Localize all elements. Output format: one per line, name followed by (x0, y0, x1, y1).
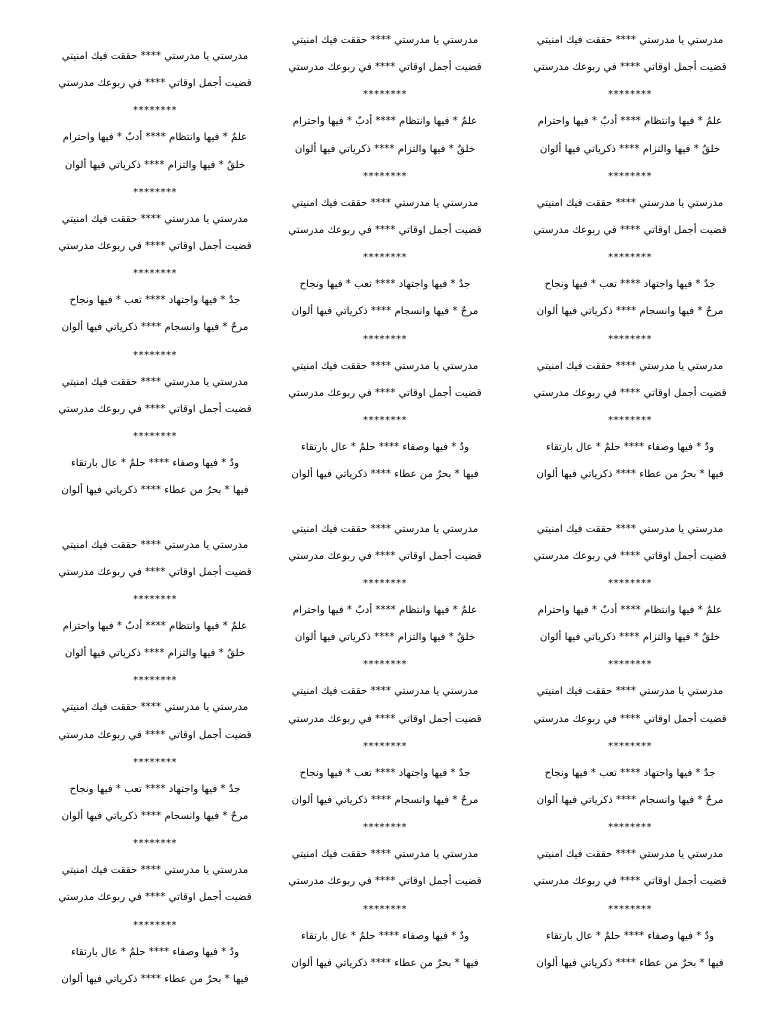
poem-line: مدرستي يا مدرستي **** حققت فيك امنيتي (291, 197, 479, 209)
poem-line: مرحٌ * فيها وانسجام **** ذكرياتي فيها ألوان (61, 810, 249, 822)
stanza-separator: ******** (133, 919, 177, 931)
poem-line: مدرستي يا مدرستي **** حققت فيك امنيتي (536, 849, 724, 861)
poem-line: جدٌ * فيها واجتهاد **** تعب * فيها ونجاح (69, 783, 241, 795)
stanza-separator: ******** (363, 414, 407, 426)
poem-line: علمٌ * فيها وانتظام **** أدبٌ * فيها واحترام (537, 116, 723, 128)
stanza-separator: ******** (363, 740, 407, 752)
poem-line: قضيت أجمل اوقاتي **** في ربوعك مدرستي (533, 62, 727, 74)
poem-line: جدٌ * فيها واجتهاد **** تعب * فيها ونجاح (69, 295, 241, 307)
poem-line: قضيت أجمل اوقاتي **** في ربوعك مدرستي (288, 387, 482, 399)
poem-line: قضيت أجمل اوقاتي **** في ربوعك مدرستي (533, 713, 727, 725)
stanza-separator: ******** (133, 105, 177, 117)
poem-line: ودٌ * فيها وصفاء **** حلمٌ * عال بارتقاء (300, 930, 470, 942)
poem-line: جدٌ * فيها واجتهاد **** تعب * فيها ونجاح (299, 767, 471, 779)
stanza-separator: ******** (608, 170, 652, 182)
poem-column-middle (260, 27, 510, 977)
stanza-separator: ******** (363, 89, 407, 101)
poem-line: ودٌ * فيها وصفاء **** حلمٌ * عال بارتقاء (300, 442, 470, 454)
poem-line: فيها * بحرٌ من عطاء **** ذكرياتي فيها ألوان (291, 957, 479, 969)
stanza-separator: ******** (363, 252, 407, 264)
poem-line: خلقٌ * فيها والتزام **** ذكرياتي فيها ألوان (294, 143, 476, 155)
stanza-separator: ******** (133, 186, 177, 198)
poem-line: خلقٌ * فيها والتزام **** ذكرياتي فيها ألوان (64, 159, 246, 171)
stanza-separator: ******** (133, 756, 177, 768)
poem-line: مدرستي يا مدرستي **** حققت فيك امنيتي (536, 523, 724, 535)
stanza-separator: ******** (133, 268, 177, 280)
poem-line: فيها * بحرٌ من عطاء **** ذكرياتي فيها ألوان (536, 957, 724, 969)
poem-line: خلقٌ * فيها والتزام **** ذكرياتي فيها ألوان (539, 632, 721, 644)
stanza-separator: ******** (363, 577, 407, 589)
poem-line: قضيت أجمل اوقاتي **** في ربوعك مدرستي (533, 876, 727, 888)
poem-line: مرحٌ * فيها وانسجام **** ذكرياتي فيها ألوان (536, 794, 724, 806)
stanza-separator: ******** (133, 430, 177, 442)
poem-line: مدرستي يا مدرستي **** حققت فيك امنيتي (291, 360, 479, 372)
poem-line: قضيت أجمل اوقاتي **** في ربوعك مدرستي (288, 62, 482, 74)
poem-line: قضيت أجمل اوقاتي **** في ربوعك مدرستي (58, 78, 252, 90)
poem-line: قضيت أجمل اوقاتي **** في ربوعك مدرستي (288, 224, 482, 236)
poem-line: مدرستي يا مدرستي **** حققت فيك امنيتي (536, 35, 724, 46)
poem-line: قضيت أجمل اوقاتي **** في ربوعك مدرستي (58, 403, 252, 415)
stanza-separator: ******** (363, 659, 407, 671)
poem-line: علمٌ * فيها وانتظام **** أدبٌ * فيها واحترام (62, 620, 248, 632)
poem-line: فيها * بحرٌ من عطاء **** ذكرياتي فيها ألوان (291, 469, 479, 481)
poem-line: ودٌ * فيها وصفاء **** حلمٌ * عال بارتقاء (70, 458, 240, 470)
stanza-separator: ******** (608, 333, 652, 345)
poem-line: علمٌ * فيها وانتظام **** أدبٌ * فيها واحترام (62, 132, 248, 144)
stanza-separator: ******** (363, 333, 407, 345)
stanza-separator: ******** (608, 89, 652, 101)
poem-line: جدٌ * فيها واجتهاد **** تعب * فيها ونجاح (544, 279, 716, 291)
poem-line: جدٌ * فيها واجتهاد **** تعب * فيها ونجاح (299, 279, 471, 291)
poem-line: ودٌ * فيها وصفاء **** حلمٌ * عال بارتقاء (545, 442, 715, 454)
poem-line: قضيت أجمل اوقاتي **** في ربوعك مدرستي (58, 892, 252, 904)
poem-line: مدرستي يا مدرستي **** حققت فيك امنيتي (291, 686, 479, 698)
poem-line: خلقٌ * فيها والتزام **** ذكرياتي فيها ألوان (64, 648, 246, 660)
poem-line: مرحٌ * فيها وانسجام **** ذكرياتي فيها ألوان (291, 306, 479, 318)
stanza-separator: ******** (608, 822, 652, 834)
poem-line: علمٌ * فيها وانتظام **** أدبٌ * فيها واحترام (537, 604, 723, 616)
poem-line: مرحٌ * فيها وانسجام **** ذكرياتي فيها ألوان (61, 322, 249, 334)
poem-line: ودٌ * فيها وصفاء **** حلمٌ * عال بارتقاء (70, 946, 240, 958)
poem-line: مدرستي يا مدرستي **** حققت فيك امنيتي (536, 686, 724, 698)
poem-line: فيها * بحرٌ من عطاء **** ذكرياتي فيها ألوان (61, 485, 249, 497)
poem-line: قضيت أجمل اوقاتي **** في ربوعك مدرستي (58, 240, 252, 252)
poem-line: قضيت أجمل اوقاتي **** في ربوعك مدرستي (58, 566, 252, 578)
stanza-separator: ******** (363, 822, 407, 834)
stanza-gap (30, 504, 280, 531)
stanza-separator: ******** (133, 838, 177, 850)
poem-line: مدرستي يا مدرستي **** حققت فيك امنيتي (61, 213, 249, 225)
stanza-separator: ******** (363, 170, 407, 182)
stanza-separator: ******** (133, 675, 177, 687)
poem-column-left (30, 43, 280, 993)
poem-line: مدرستي يا مدرستي **** حققت فيك امنيتي (61, 865, 249, 877)
poem-line: قضيت أجمل اوقاتي **** في ربوعك مدرستي (288, 713, 482, 725)
poem-line: قضيت أجمل اوقاتي **** في ربوعك مدرستي (533, 550, 727, 562)
poem-line: مدرستي يا مدرستي **** حققت فيك امنيتي (61, 539, 249, 551)
stanza-separator: ******** (363, 903, 407, 915)
poem-line: قضيت أجمل اوقاتي **** في ربوعك مدرستي (288, 550, 482, 562)
poem-line: قضيت أجمل اوقاتي **** في ربوعك مدرستي (58, 729, 252, 741)
poem-line: مدرستي يا مدرستي **** حققت فيك امنيتي (61, 51, 249, 62)
poem-line: مدرستي يا مدرستي **** حققت فيك امنيتي (61, 376, 249, 388)
poem-line: فيها * بحرٌ من عطاء **** ذكرياتي فيها ألوان (61, 973, 249, 985)
poem-line: خلقٌ * فيها والتزام **** ذكرياتي فيها ألوان (294, 632, 476, 644)
poem-line: مدرستي يا مدرستي **** حققت فيك امنيتي (291, 35, 479, 46)
stanza-separator: ******** (133, 593, 177, 605)
poem-line: مرحٌ * فيها وانسجام **** ذكرياتي فيها ألوان (291, 794, 479, 806)
poem-line: مدرستي يا مدرستي **** حققت فيك امنيتي (536, 360, 724, 372)
poem-line: قضيت أجمل اوقاتي **** في ربوعك مدرستي (288, 876, 482, 888)
poem-line: قضيت أجمل اوقاتي **** في ربوعك مدرستي (533, 224, 727, 236)
stanza-separator: ******** (133, 349, 177, 361)
poem-column-right (505, 27, 755, 977)
poem-line: فيها * بحرٌ من عطاء **** ذكرياتي فيها ألوان (536, 469, 724, 481)
poem-line: مدرستي يا مدرستي **** حققت فيك امنيتي (291, 523, 479, 535)
stanza-gap (505, 488, 755, 515)
stanza-separator: ******** (608, 659, 652, 671)
poem-line: مدرستي يا مدرستي **** حققت فيك امنيتي (536, 197, 724, 209)
stanza-separator: ******** (608, 577, 652, 589)
poem-line: مدرستي يا مدرستي **** حققت فيك امنيتي (291, 849, 479, 861)
poem-line: مرحٌ * فيها وانسجام **** ذكرياتي فيها ألوان (536, 306, 724, 318)
poem-line: قضيت أجمل اوقاتي **** في ربوعك مدرستي (533, 387, 727, 399)
poem-line: جدٌ * فيها واجتهاد **** تعب * فيها ونجاح (544, 767, 716, 779)
poem-line: علمٌ * فيها وانتظام **** أدبٌ * فيها واحترام (292, 604, 478, 616)
stanza-separator: ******** (608, 740, 652, 752)
poem-line: مدرستي يا مدرستي **** حققت فيك امنيتي (61, 702, 249, 714)
stanza-gap (260, 488, 510, 515)
stanza-separator: ******** (608, 903, 652, 915)
poem-line: خلقٌ * فيها والتزام **** ذكرياتي فيها ألوان (539, 143, 721, 155)
stanza-separator: ******** (608, 252, 652, 264)
poem-line: علمٌ * فيها وانتظام **** أدبٌ * فيها واحترام (292, 116, 478, 128)
poem-line: ودٌ * فيها وصفاء **** حلمٌ * عال بارتقاء (545, 930, 715, 942)
stanza-separator: ******** (608, 414, 652, 426)
